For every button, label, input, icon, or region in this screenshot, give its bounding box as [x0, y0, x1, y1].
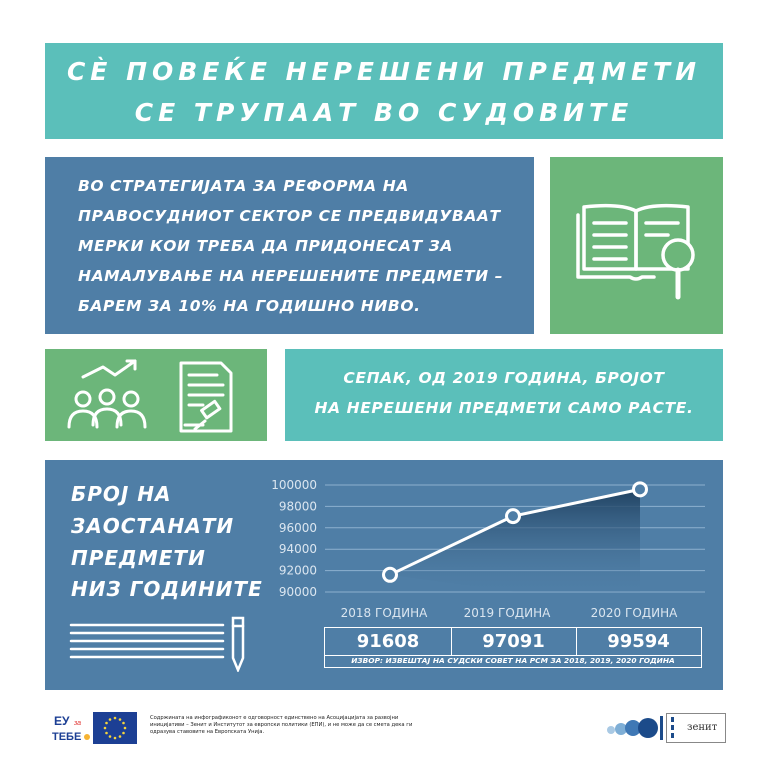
x-tick-label: 2019 ГОДИНА — [463, 606, 551, 620]
source-note: ИЗВОР: ИЗВЕШТАЈ НА СУДСКИ СОВЕТ НА РСМ ЗА 2018, 2019, 2020 ГОДИНА — [351, 656, 675, 665]
strategy-text-line: ВО СТРАТЕГИЈАТА ЗА РЕФОРМА НА — [78, 177, 409, 195]
strategy-text-line: ПРАВОСУДНИОТ СЕКТОР СЕ ПРЕДВИДУВААТ — [78, 207, 501, 225]
y-tick-label: 90000 — [278, 585, 317, 599]
chart-title-line: НИЗ ГОДИНИТЕ — [71, 577, 263, 601]
y-tick-label: 98000 — [278, 499, 317, 514]
y-tick-label: 92000 — [278, 563, 317, 578]
chart-title-line: БРОЈ НА — [71, 482, 172, 506]
strategy-text-line: БАРЕМ ЗА 10% НА ГОДИШНО НИВО. — [78, 297, 421, 315]
growth-text-line-1: СЕПАК, ОД 2019 ГОДИНА, БРОЈОТ — [343, 369, 665, 387]
svg-text:ЕУ: ЕУ — [54, 714, 70, 728]
x-tick-label: 2018 ГОДИНА — [340, 606, 428, 620]
header-banner — [45, 43, 723, 139]
growth-text-line-2: НА НЕРЕШЕНИ ПРЕДМЕТИ САМО РАСТЕ. — [314, 399, 694, 417]
epi-logo — [603, 713, 665, 743]
y-tick-label: 100000 — [271, 478, 317, 492]
notes-pencil-icon — [69, 612, 269, 672]
svg-text:за: за — [74, 720, 82, 727]
strategy-panel — [45, 157, 534, 334]
strategy-text-line: НАМАЛУВАЊЕ НА НЕРЕШЕНИТЕ ПРЕДМЕТИ – — [78, 267, 504, 285]
value-cell: 97091 — [451, 628, 577, 655]
book-magnifier-icon — [550, 157, 723, 334]
svg-text:ТЕБЕ: ТЕБЕ — [52, 731, 82, 743]
document-gavel-icon — [173, 355, 253, 435]
book-panel — [550, 157, 723, 334]
y-tick-label: 96000 — [278, 520, 317, 535]
people-panel — [45, 349, 267, 441]
y-tick-label: 94000 — [278, 542, 317, 557]
value-cell: 91608 — [325, 628, 452, 655]
eu-for-you-logo — [52, 712, 92, 744]
chart-title-line: ЗАОСТАНАТИ — [71, 514, 235, 538]
value-cell: 99594 — [607, 631, 670, 652]
growth-panel — [285, 349, 723, 441]
chart-title-line: ПРЕДМЕТИ — [71, 546, 206, 570]
page-title-line-2: СЕ ТРУПААТ ВО СУДОВИТЕ — [134, 98, 634, 127]
footer-disclaimer: Содржината на инфографиконот е одговорност единствено на Асоцијацијата за развојни иницијативи – Зенит и Институтот за европски политики (ЕПИ), и не може да се смета дека ги одразува ставовите на Европската Унија. — [150, 715, 413, 735]
strategy-text-line: МЕРКИ КОИ ТРЕБА ДА ПРИДОНЕСАТ ЗА — [78, 237, 453, 255]
x-tick-label: 2020 ГОДИНА — [590, 606, 678, 620]
zenit-logo-text: зенит — [687, 722, 718, 733]
eu-flag-icon — [93, 712, 137, 744]
zenit-logo — [666, 713, 726, 743]
page-title-line-1: СÈ ПОВЕЌЕ НЕРЕШЕНИ ПРЕДМЕТИ — [66, 57, 702, 86]
